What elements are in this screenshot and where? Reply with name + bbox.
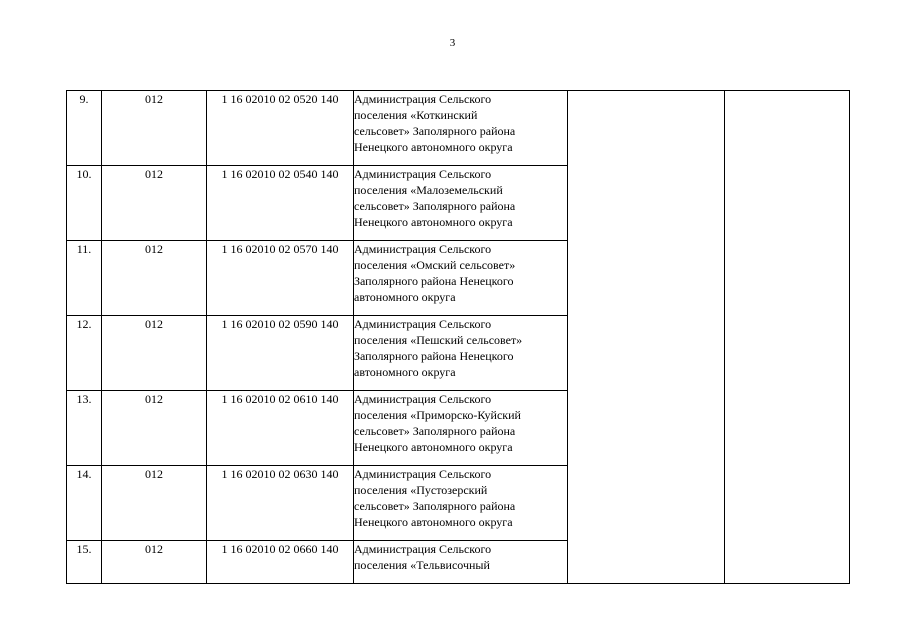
administrator-name-line: Администрация Сельского bbox=[354, 542, 492, 556]
administrator-name-cell bbox=[354, 241, 568, 316]
administrator-name-line: сельсовет» Заполярного района bbox=[354, 499, 516, 513]
administrator-name-line: Ненецкого автономного округа bbox=[354, 140, 513, 154]
administrator-name-line: Администрация Сельского bbox=[354, 167, 492, 181]
admin-code-cell: 012 bbox=[102, 541, 207, 584]
administrator-name-line: Администрация Сельского bbox=[354, 92, 492, 106]
table-row bbox=[67, 91, 850, 166]
administrator-name-line: Ненецкого автономного округа bbox=[354, 440, 513, 454]
administrator-name-cell bbox=[354, 166, 568, 241]
budget-code-cell: 1 16 02010 02 0520 140 bbox=[207, 91, 354, 166]
administrator-name-line: Ненецкого автономного округа bbox=[354, 515, 513, 529]
budget-code-cell: 1 16 02010 02 0630 140 bbox=[207, 466, 354, 541]
admin-code-cell: 012 bbox=[102, 91, 207, 166]
administrator-name-cell bbox=[354, 391, 568, 466]
administrator-name-line: поселения «Пешский сельсовет» bbox=[354, 333, 523, 347]
budget-code-cell: 1 16 02010 02 0590 140 bbox=[207, 316, 354, 391]
row-number-cell: 12. bbox=[67, 316, 102, 391]
admin-code-cell: 012 bbox=[102, 391, 207, 466]
admin-code-cell: 012 bbox=[102, 166, 207, 241]
administrator-name-cell bbox=[354, 91, 568, 166]
row-number-cell: 15. bbox=[67, 541, 102, 584]
administrator-name-line: автономного округа bbox=[354, 365, 456, 379]
administrator-name-line: поселения «Омский сельсовет» bbox=[354, 258, 516, 272]
administrator-name-cell bbox=[354, 466, 568, 541]
page-number: 3 bbox=[449, 37, 456, 49]
administrator-name-line: Ненецкого автономного округа bbox=[354, 215, 513, 229]
admin-code-cell: 012 bbox=[102, 466, 207, 541]
budget-code-cell: 1 16 02010 02 0570 140 bbox=[207, 241, 354, 316]
administrator-name-line: автономного округа bbox=[354, 290, 456, 304]
administrator-name-line: поселения «Приморско-Куйский bbox=[354, 408, 521, 422]
administrator-name-line: Заполярного района Ненецкого bbox=[354, 349, 514, 363]
row-number-cell: 10. bbox=[67, 166, 102, 241]
budget-code-cell: 1 16 02010 02 0540 140 bbox=[207, 166, 354, 241]
budget-code-cell: 1 16 02010 02 0660 140 bbox=[207, 541, 354, 584]
row-number-cell: 13. bbox=[67, 391, 102, 466]
administrator-name-line: Администрация Сельского bbox=[354, 317, 492, 331]
administrator-name-line: поселения «Малоземельский bbox=[354, 183, 503, 197]
row-number-cell: 11. bbox=[67, 241, 102, 316]
empty-column-cell bbox=[725, 91, 850, 584]
administrator-name-line: поселения «Пустозерский bbox=[354, 483, 488, 497]
administrator-name-cell bbox=[354, 541, 568, 584]
admin-code-cell: 012 bbox=[102, 316, 207, 391]
row-number-cell: 14. bbox=[67, 466, 102, 541]
administrator-name-cell bbox=[354, 316, 568, 391]
admin-code-cell: 012 bbox=[102, 241, 207, 316]
administrator-name-line: сельсовет» Заполярного района bbox=[354, 199, 516, 213]
administrator-name-line: поселения «Тельвисочный bbox=[354, 558, 490, 572]
administrator-name-line: сельсовет» Заполярного района bbox=[354, 124, 516, 138]
administrator-name-line: Администрация Сельского bbox=[354, 392, 492, 406]
row-number-cell: 9. bbox=[67, 91, 102, 166]
revenue-table bbox=[66, 90, 850, 584]
administrator-name-line: Администрация Сельского bbox=[354, 242, 492, 256]
empty-column-cell bbox=[568, 91, 725, 584]
budget-code-cell: 1 16 02010 02 0610 140 bbox=[207, 391, 354, 466]
administrator-name-line: Администрация Сельского bbox=[354, 467, 492, 481]
table-body bbox=[67, 91, 850, 584]
administrator-name-line: поселения «Коткинский bbox=[354, 108, 478, 122]
administrator-name-line: сельсовет» Заполярного района bbox=[354, 424, 516, 438]
administrator-name-line: Заполярного района Ненецкого bbox=[354, 274, 514, 288]
